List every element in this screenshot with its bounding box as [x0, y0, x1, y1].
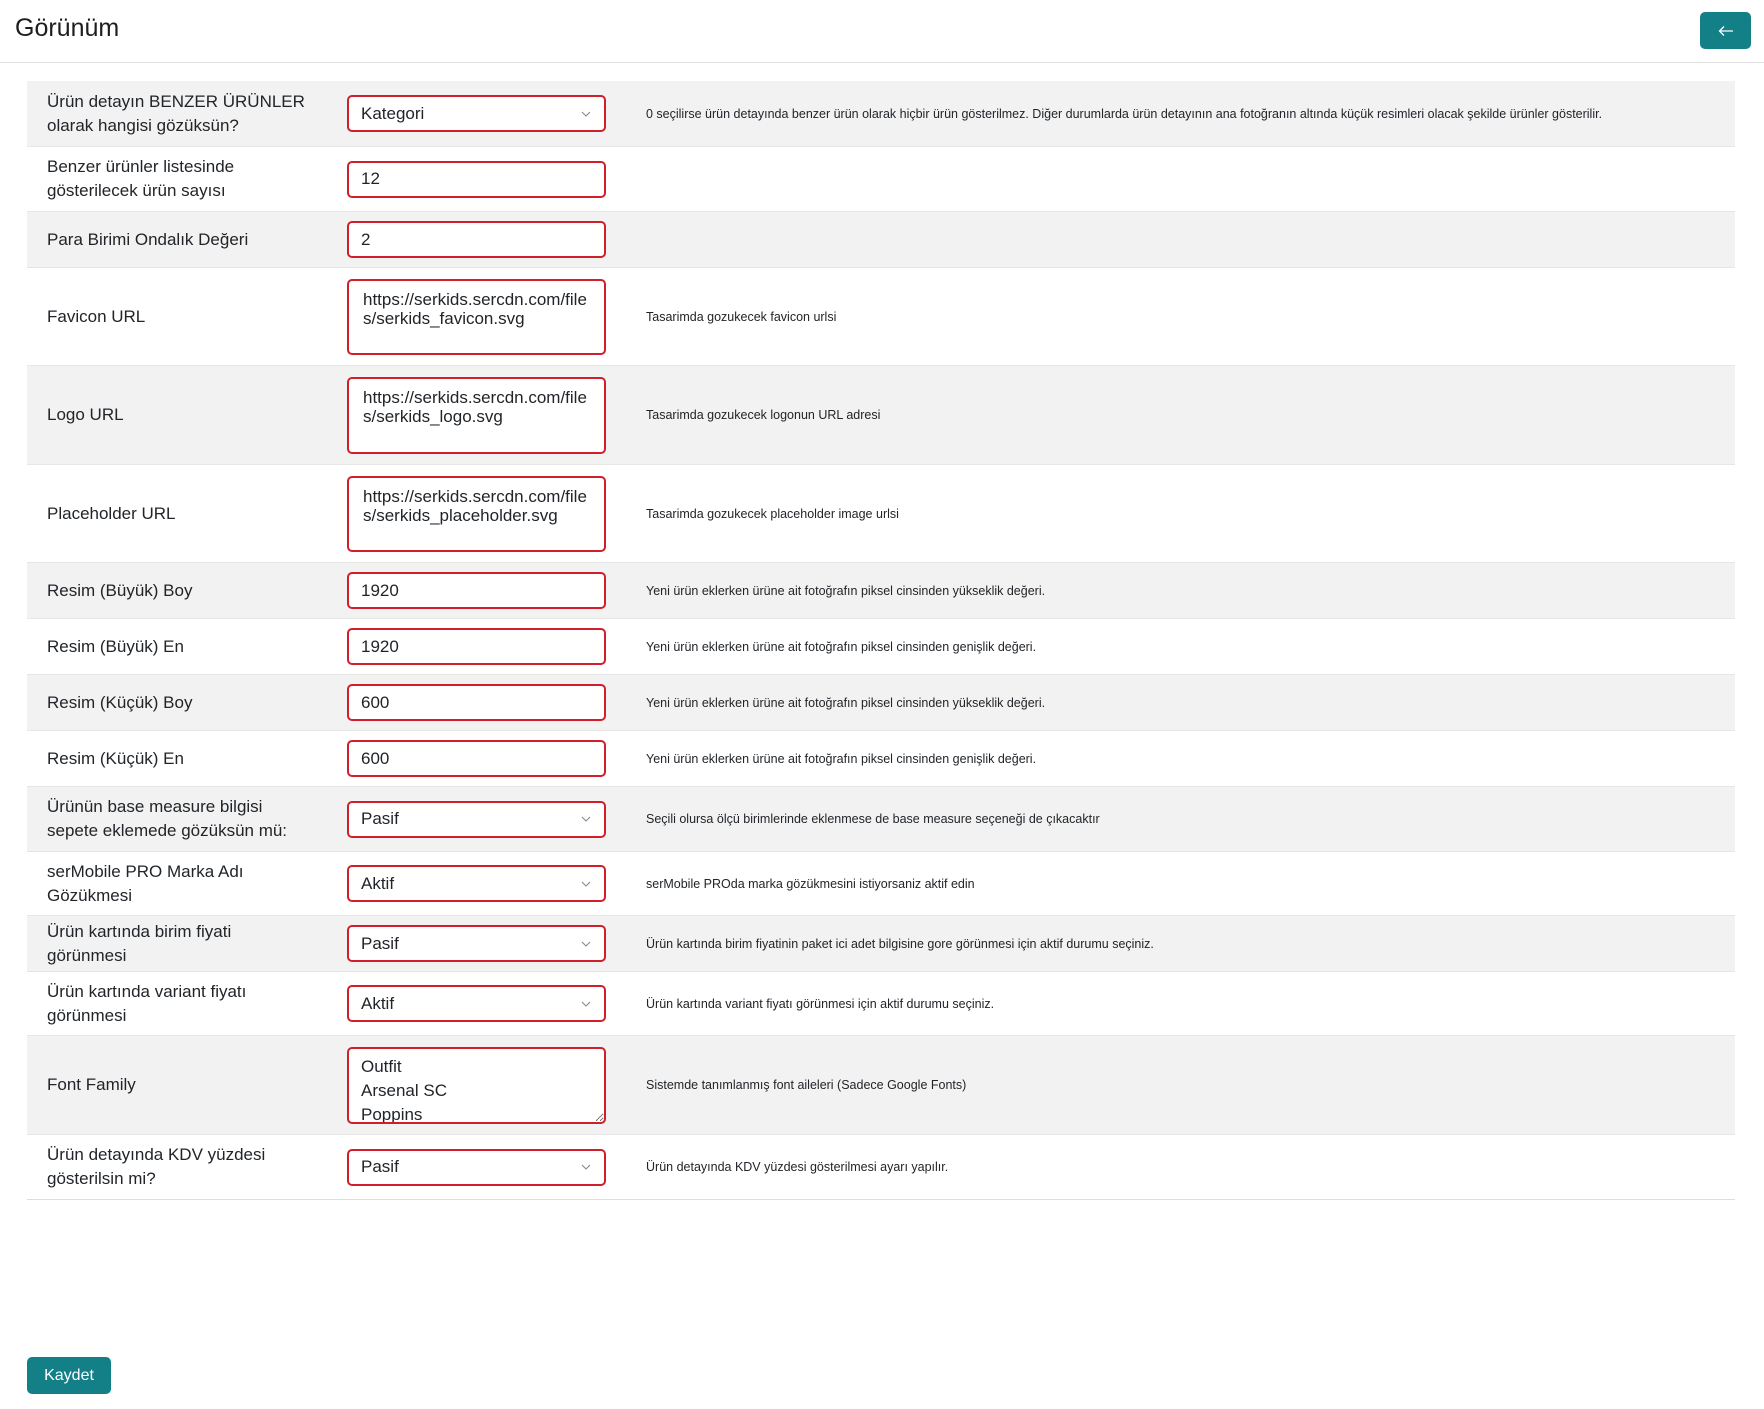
setting-select[interactable] [347, 985, 606, 1022]
chevron-down-icon [580, 940, 592, 948]
setting-description: Tasarimda gozukecek favicon urlsi [646, 309, 837, 324]
setting-description: Ürün detayında KDV yüzdesi gösterilmesi ayarı yapılır. [646, 1160, 949, 1174]
setting-row [27, 562, 1735, 618]
setting-label: Logo URL [47, 405, 124, 424]
setting-select[interactable] [347, 925, 606, 962]
select-value: Pasif [361, 933, 399, 953]
setting-input[interactable] [347, 221, 606, 258]
setting-row [27, 971, 1735, 1035]
setting-label: Ürünün base measure bilgisi sepete eklemede gözüksün mü: [47, 797, 288, 840]
chevron-down-icon [580, 815, 592, 823]
setting-row [27, 618, 1735, 674]
setting-row [27, 915, 1735, 971]
url-textarea[interactable] [347, 279, 606, 355]
select-value: Pasif [361, 809, 399, 828]
setting-select[interactable] [347, 865, 606, 902]
chevron-down-icon [580, 880, 592, 888]
setting-label: Resim (Küçük) En [47, 748, 184, 768]
setting-row [27, 851, 1735, 915]
setting-description: Ürün kartında variant fiyatı görünmesi için aktif durumu seçiniz. [646, 996, 995, 1011]
setting-row [27, 267, 1735, 365]
setting-input[interactable] [347, 628, 606, 665]
setting-label: Para Birimi Ondalık Değeri [47, 229, 249, 249]
chevron-down-icon [580, 1163, 592, 1171]
setting-label: Ürün kartında variant fiyatı görünmesi [47, 981, 247, 1025]
setting-row [27, 1035, 1735, 1134]
setting-row [27, 81, 1735, 146]
url-textarea[interactable] [347, 476, 606, 552]
url-textarea[interactable] [347, 377, 606, 454]
setting-input[interactable] [347, 684, 606, 721]
setting-row [27, 730, 1735, 786]
arrow-left-icon [1718, 25, 1734, 37]
setting-label: Favicon URL [47, 306, 146, 326]
setting-description: Yeni ürün eklerken ürüne ait fotoğrafın piksel cinsinden yükseklik değeri. [646, 583, 1046, 598]
select-value: Aktif [361, 873, 395, 893]
page-title: Görünüm [15, 14, 120, 42]
setting-select[interactable] [347, 95, 606, 132]
setting-label: Ürün detayında KDV yüzdesi gösterilsin mi? [47, 1145, 266, 1188]
setting-row [27, 464, 1735, 562]
select-value: Aktif [361, 993, 395, 1013]
setting-select[interactable] [347, 1149, 606, 1186]
font-family-textarea[interactable] [347, 1047, 606, 1124]
setting-label: Placeholder URL [47, 503, 176, 523]
setting-description: Tasarimda gozukecek placeholder image urlsi [646, 506, 899, 521]
setting-row [27, 365, 1735, 464]
setting-label: Font Family [47, 1075, 136, 1094]
setting-select[interactable] [347, 801, 606, 838]
setting-label: Resim (Büyük) En [47, 636, 184, 656]
setting-label: Ürün kartında birim fiyati görünmesi [47, 921, 232, 965]
chevron-down-icon [580, 1000, 592, 1008]
select-value: Pasif [361, 1157, 399, 1176]
setting-description: Seçili olursa ölçü birimlerinde eklenmese de base measure seçeneği de çıkacaktır [646, 812, 1100, 826]
setting-row [27, 211, 1735, 267]
setting-label: Ürün detayın BENZER ÜRÜNLER olarak hangisi gözüksün? [47, 91, 305, 135]
setting-description: Yeni ürün eklerken ürüne ait fotoğrafın piksel cinsinden yükseklik değeri. [646, 695, 1046, 710]
setting-row [27, 146, 1735, 211]
setting-input[interactable] [347, 161, 606, 198]
settings-form [27, 81, 1735, 1200]
setting-row [27, 786, 1735, 851]
setting-label: Resim (Büyük) Boy [47, 580, 193, 600]
chevron-down-icon [580, 110, 592, 118]
setting-input[interactable] [347, 572, 606, 609]
setting-description: Yeni ürün eklerken ürüne ait fotoğrafın piksel cinsinden genişlik değeri. [646, 751, 1037, 766]
setting-label: Benzer ürünler listesinde gösterilecek ürün sayısı [47, 157, 235, 200]
setting-description: 0 seçilirse ürün detayında benzer ürün olarak hiçbir ürün gösterilmez. Diğer durumlarda ürün detayının ana fotoğranın altında küçük resimleri olacak şekilde ürünler gösterilir. [646, 106, 1603, 121]
setting-description: Tasarimda gozukecek logonun URL adresi [646, 408, 881, 422]
setting-description: serMobile PROda marka gözükmesini istiyorsaniz aktif edin [646, 876, 975, 891]
setting-description: Ürün kartında birim fiyatinin paket ici adet bilgisine gore görünmesi için aktif durumu seçiniz. [646, 936, 1154, 951]
setting-row [27, 1134, 1735, 1199]
back-button[interactable] [1700, 12, 1751, 49]
save-button[interactable]: Kaydet [27, 1357, 111, 1394]
setting-row [27, 674, 1735, 730]
select-value: Kategori [361, 103, 425, 123]
setting-label: serMobile PRO Marka Adı Gözükmesi [47, 861, 244, 905]
page-header [0, 0, 1764, 63]
setting-description: Yeni ürün eklerken ürüne ait fotoğrafın piksel cinsinden genişlik değeri. [646, 639, 1037, 654]
setting-input[interactable] [347, 740, 606, 777]
setting-label: Resim (Küçük) Boy [47, 692, 193, 712]
setting-description: Sistemde tanımlanmış font aileleri (Sadece Google Fonts) [646, 1078, 967, 1092]
